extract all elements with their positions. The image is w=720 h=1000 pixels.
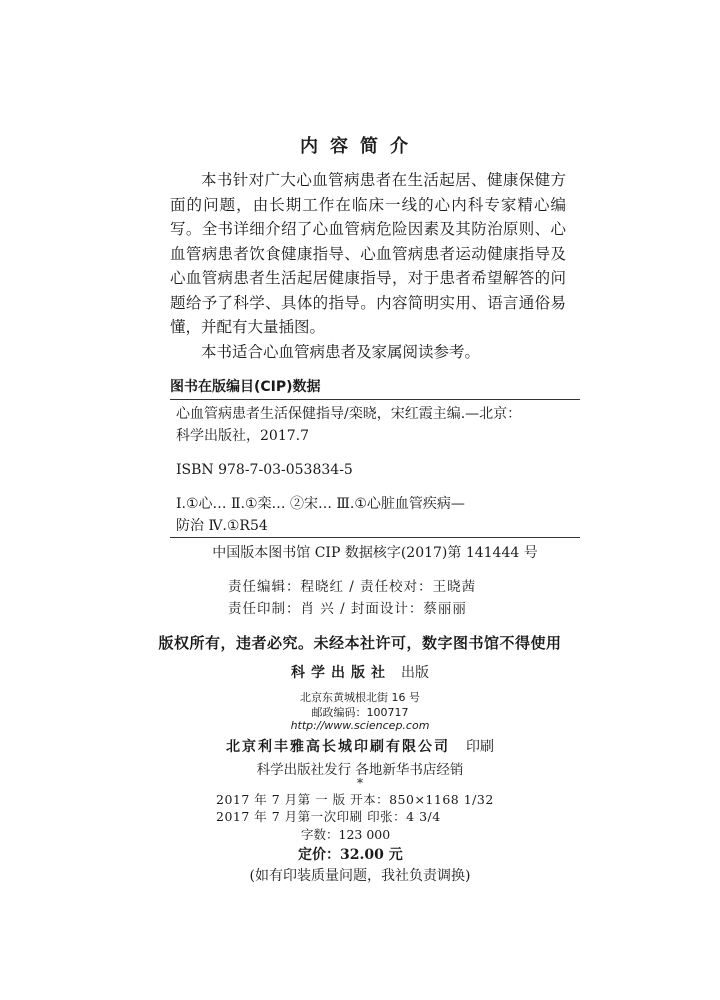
intro-paragraph-1: 本书针对广大心血管病患者在生活起居、健康保健方面的问题，由长期工作在临床一线的心内科专家精心编写。全书详细介绍了心血管病危险因素及其防治原则、心血管病患者饮食健康指导、心血管病患者运动健康指导及心血管病患者生活起居健康指导，对于患者希望解答的问题给予了科学、具体的指导。内容简明实用、语言通俗易懂，并配有大量插图。: [170, 171, 566, 336]
printing-line: 2017 年 7 月第一次印刷 印张：4 3/4: [216, 808, 441, 824]
word-count: 字数：123 000: [301, 827, 391, 842]
publisher-postcode: 邮政编码：100717: [311, 706, 409, 719]
edition-specs: [216, 792, 494, 825]
cip-classification-line-1: Ⅰ.①心… Ⅱ.①栾… ②宋… Ⅲ.①心脏血管疾病—: [176, 496, 465, 512]
distribution-line: 科学出版社发行 各地新华书店经销: [256, 762, 464, 778]
cip-record-number: 中国版本图书馆 CIP 数据核字(2017)第 141444 号: [170, 537, 580, 562]
publisher-action: 出版: [401, 665, 429, 681]
cip-title-line: 心血管病患者生活保健指导/栾晓，宋红霞主编.—北京：: [176, 406, 522, 422]
publisher-url: http://www.sciencep.com: [290, 719, 430, 732]
printer-action: 印刷: [466, 739, 494, 755]
intro-title: 内容简介: [300, 136, 420, 157]
edition-line: 2017 年 7 月第 一 版 开本：850×1168 1/32: [216, 792, 494, 807]
intro-text: [170, 168, 566, 364]
credits-production: 责任印制：肖 兴 / 封面设计：蔡丽丽: [228, 601, 467, 617]
credits-editors: 责任编辑：程晓红 / 责任校对：王晓茜: [228, 579, 477, 595]
publisher-name: 科学出版社: [291, 665, 391, 681]
printer-line: [0, 736, 720, 756]
price: 定价：32.00 元: [298, 847, 403, 863]
intro-paragraph-2: 本书适合心血管病患者及家属阅读参考。: [201, 342, 481, 361]
quality-note: (如有印装质量问题，我社负责调换): [249, 868, 471, 884]
cip-classification-line-2: 防治 Ⅳ.①R54: [176, 518, 268, 534]
cip-body: [170, 403, 580, 537]
printer-name: 北京利丰雅高长城印刷有限公司: [226, 739, 450, 755]
cip-block: [170, 376, 580, 537]
cip-publisher-line: 科学出版社，2017.7: [176, 428, 309, 444]
divider-star: *: [357, 776, 363, 790]
publisher-line: [0, 662, 720, 682]
cip-heading: 图书在版编目(CIP)数据: [170, 376, 580, 400]
copyright-notice: 版权所有，违者必究。未经本社许可，数字图书馆不得使用: [158, 634, 562, 652]
cip-isbn: ISBN 978-7-03-053834-5: [176, 462, 353, 478]
credits: [228, 576, 476, 620]
publisher-address: 北京东黄城根北街 16 号: [300, 691, 420, 704]
